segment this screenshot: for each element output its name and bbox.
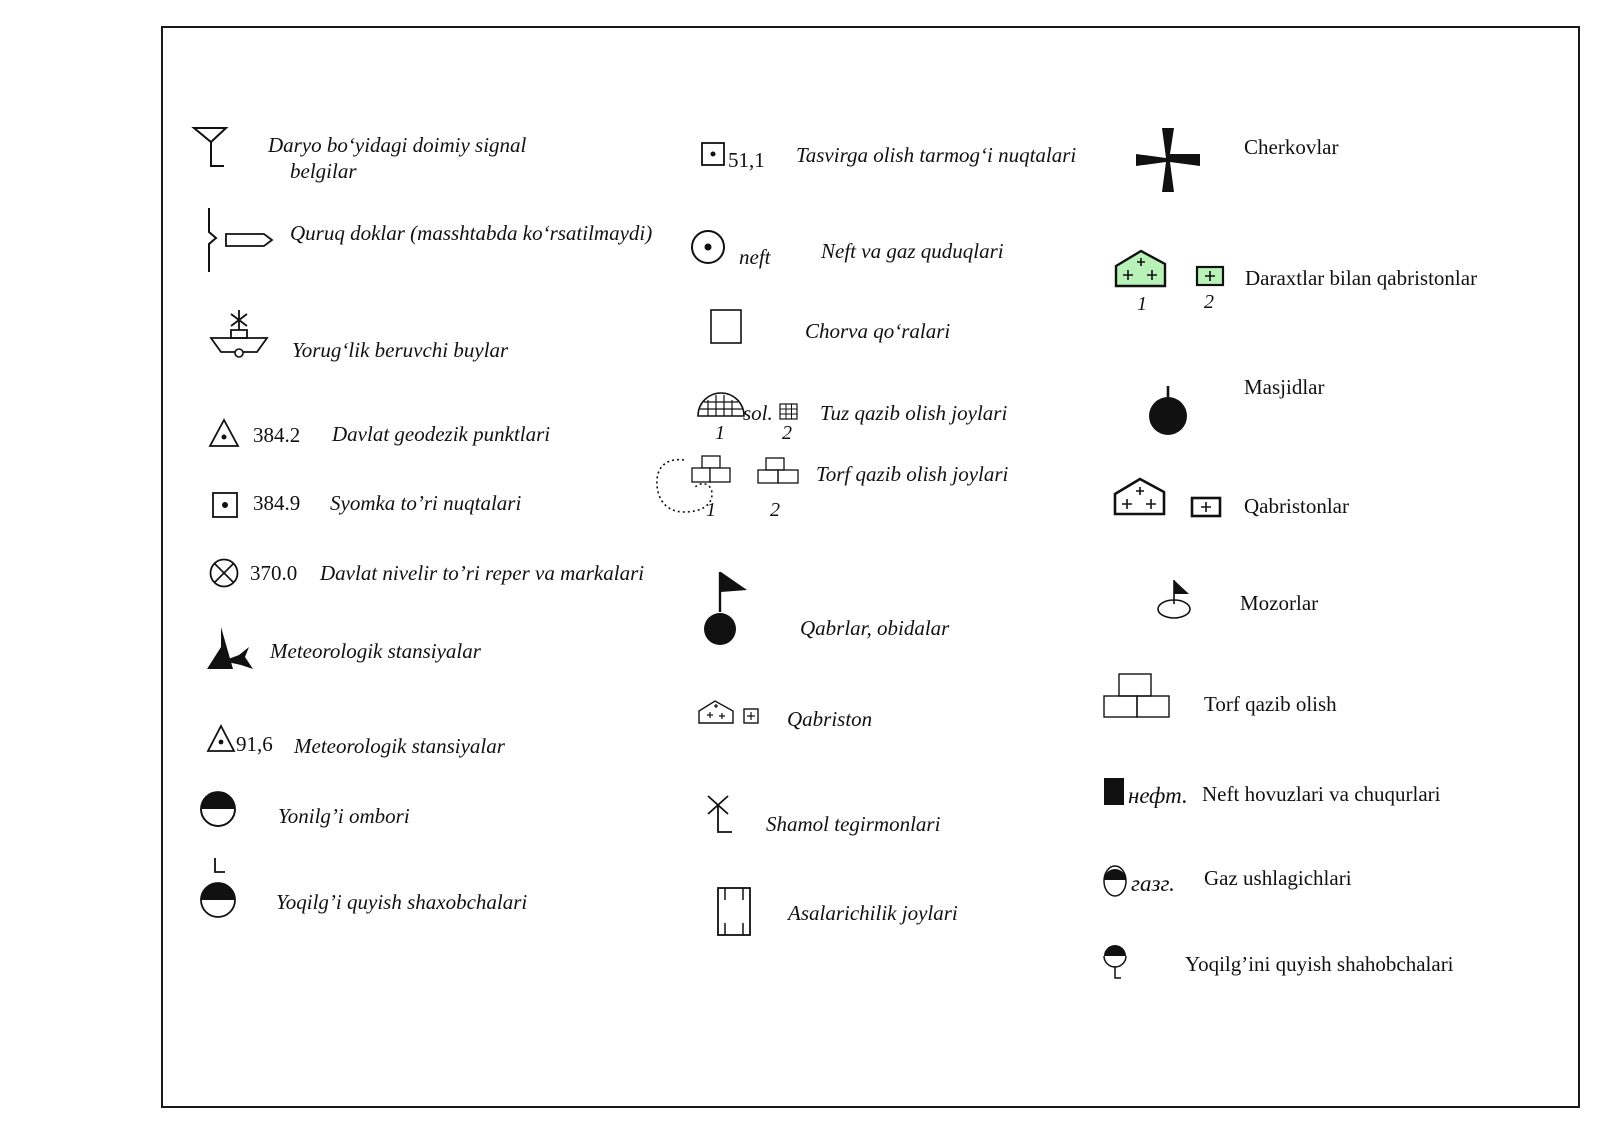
peat-blocks-icon [756, 456, 800, 486]
peat-number-2: 2 [770, 499, 780, 521]
salt-label: sol. [743, 401, 773, 425]
peat-blocks-icon [1102, 672, 1172, 720]
oil-label: neft [739, 245, 771, 269]
triangle-point-icon [206, 724, 236, 754]
church-cross-icon [1134, 126, 1202, 194]
docks-label: Quruq doklar (masshtabda ko‘rsatilmaydi) [290, 221, 653, 245]
cemeteries-label: Qabristonlar [1244, 494, 1349, 518]
oil-pools-code: нефт. [1128, 783, 1188, 808]
square-icon [709, 308, 745, 346]
fuel-station-label: Yoqilg’i quyish shaxobchalari [276, 890, 528, 914]
meteo2-value: 91,6 [236, 732, 273, 756]
photo-value: 51,1 [728, 148, 765, 172]
survey-value: 384.9 [253, 491, 301, 515]
triangle-point-icon [208, 418, 240, 450]
gas-holders-label: Gaz ushlagichlari [1204, 866, 1352, 890]
level-label: Davlat nivelir to’ri reper va markalari [320, 561, 645, 585]
cemetery-icon [1113, 248, 1173, 290]
dock-icon [204, 206, 276, 276]
tree-cemetery-number-1: 1 [1137, 293, 1147, 315]
cemetery-icon [1190, 496, 1224, 520]
graves-label: Qabrlar, obidalar [800, 616, 950, 640]
cemetery-icon [697, 699, 763, 727]
signal-label: Daryo bo‘yidagi doimiy signal [268, 133, 527, 157]
half-filled-circle-icon [1102, 864, 1128, 900]
cemetery-icon [1195, 265, 1227, 289]
grid-icon [779, 403, 799, 421]
buoys-label: Yorug‘lik beruvchi buylar [292, 338, 509, 362]
filled-rect-icon [1103, 777, 1125, 807]
fuel-pump-icon [1102, 944, 1130, 982]
tree-cemetery-number-2: 2 [1204, 291, 1214, 313]
meteo2-label: Meteorologik stansiyalar [294, 734, 505, 758]
tombs-label: Mozorlar [1240, 591, 1319, 615]
square-point-icon [700, 141, 726, 167]
photo-label: Tasvirga olish tarmog‘i nuqtalari [796, 143, 1077, 167]
beehive-icon [716, 886, 752, 938]
churches-label: Cherkovlar [1244, 135, 1339, 159]
flag-grave-icon [702, 570, 750, 650]
cemetery-icon [1112, 476, 1172, 518]
circle-cross-icon [208, 557, 240, 589]
peat-blocks-icon [654, 454, 734, 516]
salt-mining-label: Tuz qazib olish joylari [820, 401, 1008, 425]
salt-dome-icon [696, 390, 746, 420]
tomb-icon [1156, 576, 1194, 622]
salt-number-1: 1 [715, 422, 725, 444]
beekeeping-label: Asalarichilik joylari [788, 901, 958, 925]
level-value: 370.0 [250, 561, 298, 585]
fuel-depot-label: Yonilg’i ombori [278, 804, 410, 828]
meteo-station-icon [205, 625, 257, 673]
circle-dot-icon [690, 229, 728, 267]
mosque-icon [1144, 348, 1194, 440]
signal-icon [192, 126, 228, 170]
meteo1-label: Meteorologik stansiyalar [270, 639, 481, 663]
mosques-label: Masjidlar [1244, 375, 1325, 399]
survey-label: Syomka to’ri nuqtalari [330, 491, 522, 515]
tree-cemeteries-label: Daraxtlar bilan qabristonlar [1245, 266, 1478, 290]
fuel-stations-label: Yoqilg’ini quyish shahobchalari [1185, 952, 1454, 976]
peat-mining-label: Torf qazib olish [1204, 692, 1337, 716]
windmill-icon [704, 794, 736, 836]
buoy-icon [209, 306, 271, 362]
square-point-icon [211, 491, 239, 519]
peat-number-1: 1 [706, 499, 716, 521]
fuel-pump-icon [199, 856, 237, 926]
windmills-label: Shamol tegirmonlari [766, 812, 941, 836]
salt-number-2: 2 [782, 422, 792, 444]
cemetery-label: Qabriston [787, 707, 873, 731]
peat-label: Torf qazib olish joylari [816, 462, 1009, 486]
gas-code: газг. [1131, 871, 1175, 896]
oil-wells-label: Neft va gaz quduqlari [821, 239, 1004, 263]
half-filled-circle-icon [199, 787, 237, 835]
signal-label-line2: belgilar [290, 159, 357, 183]
cattle-label: Chorva qo‘ralari [805, 319, 951, 343]
oil-pools-label: Neft hovuzlari va chuqurlari [1202, 782, 1441, 806]
geodetic-label: Davlat geodezik punktlari [332, 422, 551, 446]
geodetic-value: 384.2 [253, 423, 301, 447]
